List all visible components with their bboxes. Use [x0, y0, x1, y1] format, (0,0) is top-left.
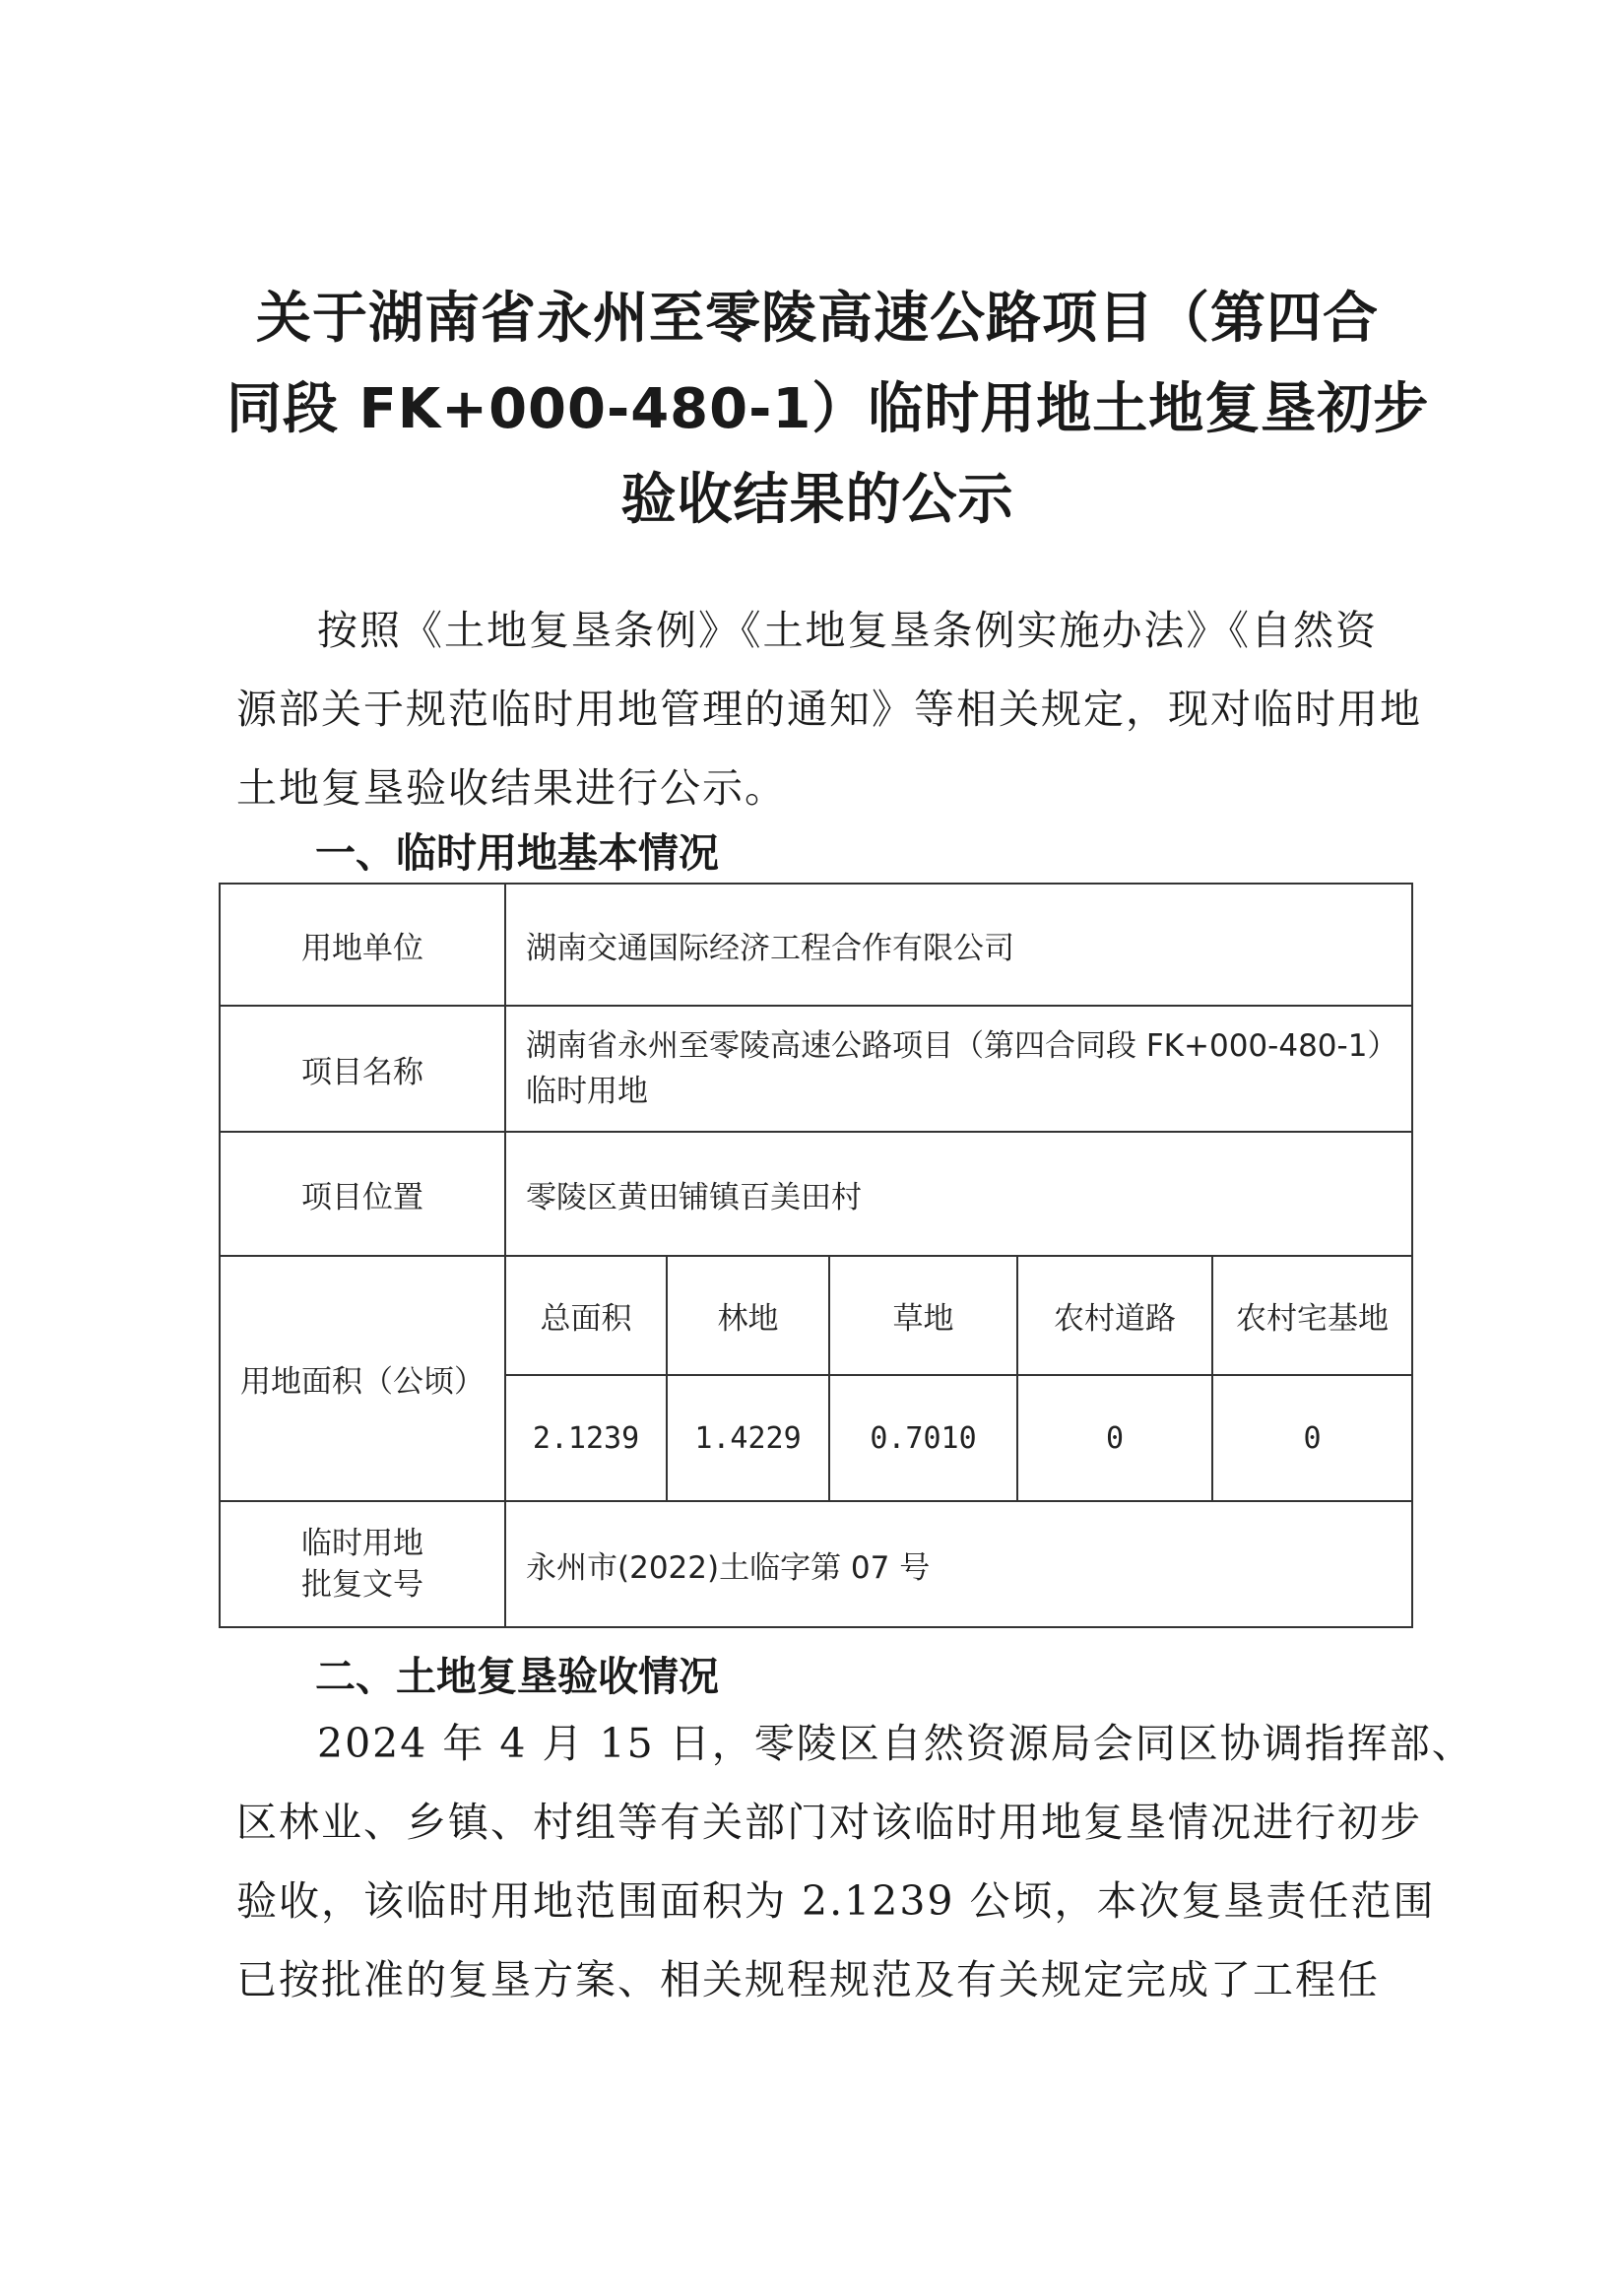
location-value: 零陵区黄田铺镇百美田村: [505, 1132, 1412, 1256]
acceptance-line-3: 验收，该临时用地范围面积为 2.1239 公顷，本次复垦责任范围: [236, 1877, 1436, 1925]
intro-line-1: 按照《土地复垦条例》《土地复垦条例实施办法》《自然资: [317, 607, 1378, 654]
acceptance-line-4: 已按批准的复垦方案、相关规程规范及有关规定完成了工程任: [236, 1956, 1380, 2003]
acceptance-paragraph: [236, 1704, 1474, 2019]
area-label: 用地面积（公顷）: [220, 1256, 505, 1501]
project-name-line-1: 湖南省永州至零陵高速公路项目（第四合同段 FK+000-480-1）: [526, 1028, 1398, 1064]
area-header-grass: 草地: [829, 1256, 1017, 1375]
section-heading-1: 一、临时用地基本情况: [315, 829, 719, 877]
area-header-homestead: 农村宅基地: [1212, 1256, 1412, 1375]
location-label: 项目位置: [220, 1132, 505, 1256]
land-info-table: [219, 883, 1413, 1628]
approval-label-line-2: 批复文号: [301, 1567, 423, 1603]
intro-line-2: 源部关于规范临时用地管理的通知》等相关规定，现对临时用地: [236, 686, 1422, 733]
acceptance-line-1: 2024 年 4 月 15 日，零陵区自然资源局会同区协调指挥部、: [317, 1720, 1474, 1767]
area-header-rural-road: 农村道路: [1017, 1256, 1212, 1375]
table-row-unit: [220, 884, 1412, 1006]
intro-paragraph: [236, 591, 1428, 827]
title-line-3: 验收结果的公示: [620, 468, 1014, 532]
area-value-homestead: 0: [1212, 1375, 1412, 1501]
project-name-value: [505, 1006, 1412, 1132]
unit-value: 湖南交通国际经济工程合作有限公司: [505, 884, 1412, 1006]
project-name-line-2: 临时用地: [526, 1074, 648, 1109]
title-line-1: 关于湖南省永州至零陵高速公路项目（第四合: [256, 287, 1379, 351]
area-header-total: 总面积: [505, 1256, 667, 1375]
approval-label: [220, 1501, 505, 1627]
table-row-location: [220, 1132, 1412, 1256]
acceptance-line-2: 区林业、乡镇、村组等有关部门对该临时用地复垦情况进行初步: [236, 1799, 1422, 1846]
table-row-project-name: [220, 1006, 1412, 1132]
area-value-rural-road: 0: [1017, 1375, 1212, 1501]
table-row-area-headers: [220, 1256, 1412, 1375]
area-value-forest: 1.4229: [667, 1375, 829, 1501]
section-heading-2: 二、土地复垦验收情况: [315, 1653, 719, 1700]
unit-label: 用地单位: [220, 884, 505, 1006]
table-row-approval: [220, 1501, 1412, 1627]
intro-line-3: 土地复垦验收结果进行公示。: [236, 764, 787, 812]
document-title: [227, 274, 1430, 546]
project-name-label: 项目名称: [220, 1006, 505, 1132]
area-value-grass: 0.7010: [829, 1375, 1017, 1501]
approval-value: 永州市(2022)土临字第 07 号: [505, 1501, 1412, 1627]
area-value-total: 2.1239: [505, 1375, 667, 1501]
title-line-2: 同段 FK+000-480-1）临时用地土地复垦初步: [227, 377, 1430, 441]
area-header-forest: 林地: [667, 1256, 829, 1375]
approval-label-line-1: 临时用地: [301, 1526, 423, 1561]
